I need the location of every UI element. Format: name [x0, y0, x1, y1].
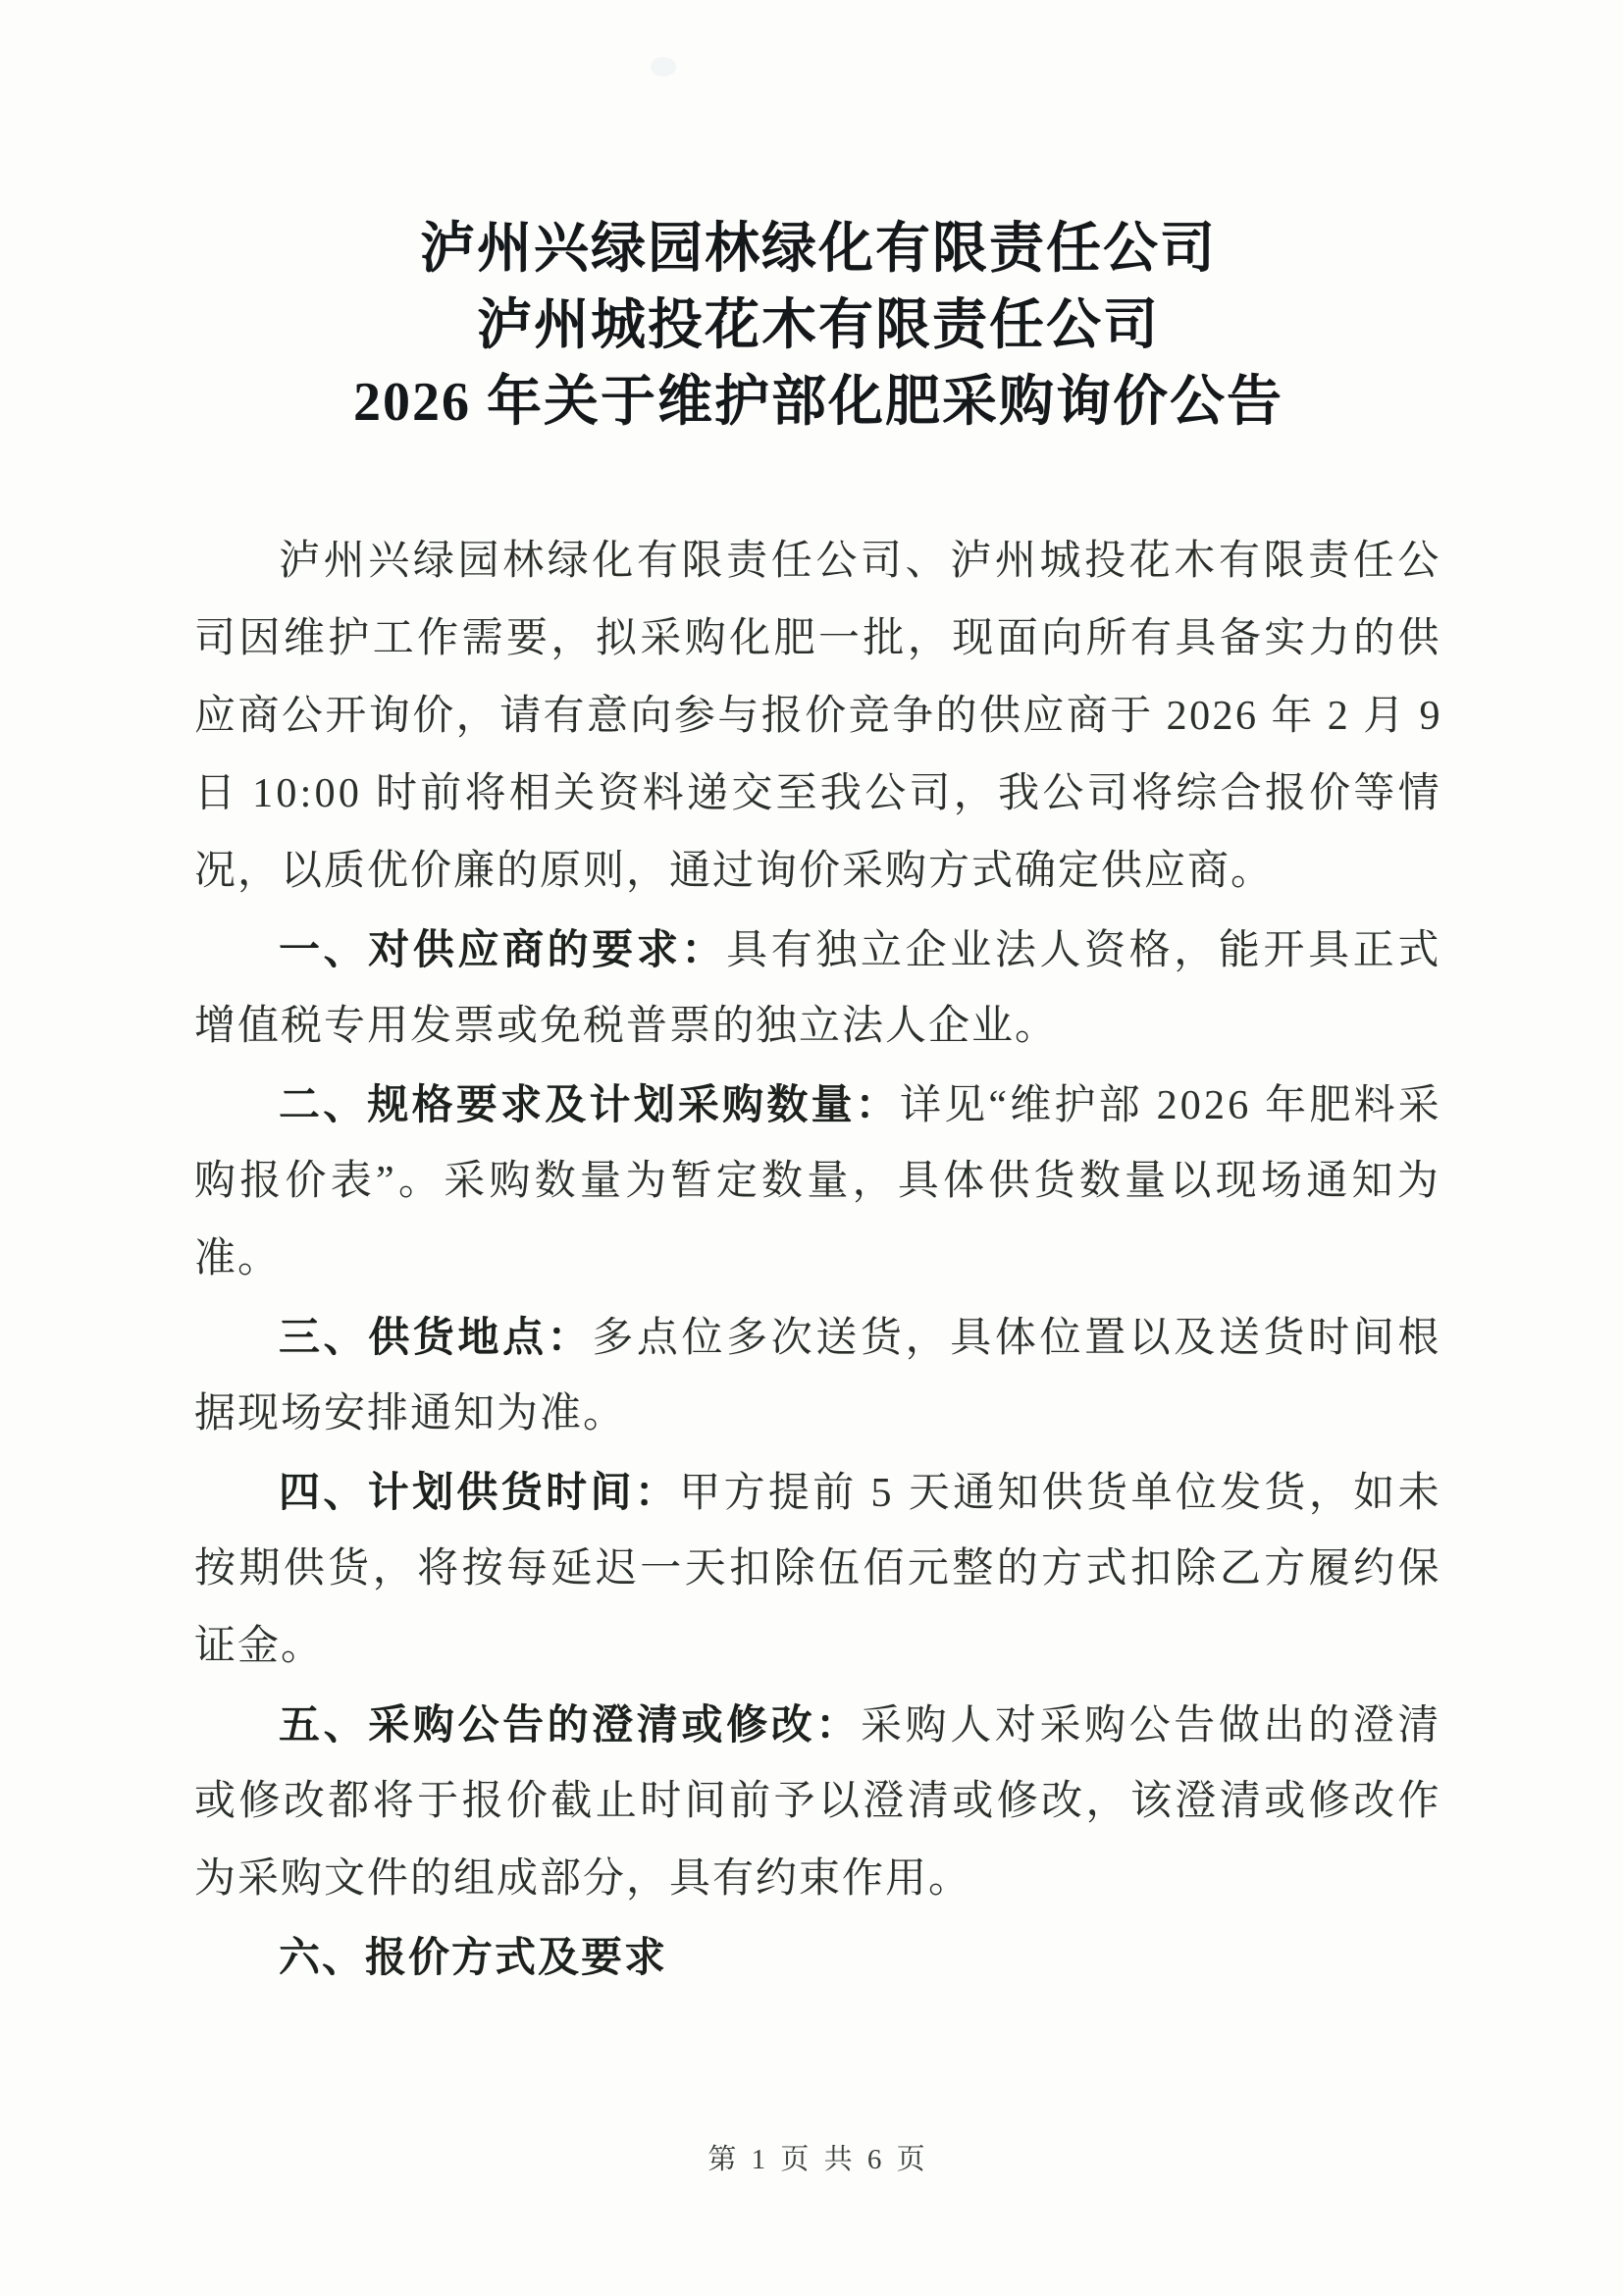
body-paragraph: [194, 1686, 1442, 1918]
section-heading: 三、供货地点：: [279, 1314, 593, 1360]
body-text-line: [194, 523, 1442, 600]
body-text: 购报价表”。采购数量为暂定数量，具体供货数量以现场通知为: [194, 1159, 1442, 1204]
scan-artifact: [651, 57, 676, 77]
body-text-line: [194, 911, 1442, 988]
body-paragraph: [194, 1453, 1442, 1686]
body-text: 或修改都将于报价截止时间前予以澄清或修改，该澄清或修改作: [194, 1779, 1442, 1824]
section-heading: 二、规格要求及计划采购数量：: [279, 1081, 900, 1127]
body-text: 司因维护工作需要，拟采购化肥一批，现面向所有具备实力的供: [194, 616, 1442, 661]
body-text-line: [194, 1221, 1442, 1298]
section-heading: 一、对供应商的要求：: [279, 926, 727, 972]
body-text-line: [194, 1763, 1442, 1841]
document-title: [194, 211, 1442, 441]
body-text: 证金。: [194, 1624, 325, 1669]
body-paragraph: [194, 1066, 1442, 1298]
section-heading: 六、报价方式及要求: [279, 1934, 668, 1980]
body-text-line: [194, 1918, 1442, 1996]
body-text: 多点位多次送货，具体位置以及送货时间根: [592, 1316, 1442, 1361]
body-text: 况，以质优价廉的原则，通过询价采购方式确定供应商。: [194, 849, 1275, 894]
body-text: 准。: [194, 1236, 282, 1281]
section-heading: 四、计划供货时间：: [279, 1469, 680, 1515]
page-number: 第 1 页 共 6 页: [707, 2144, 929, 2175]
body-text: 据现场安排通知为准。: [194, 1391, 627, 1436]
body-text-line: [194, 1531, 1442, 1608]
page-footer: [194, 2137, 1442, 2177]
body-paragraph: [194, 1298, 1442, 1453]
body-text-line: [194, 1686, 1442, 1763]
body-text-line: [194, 833, 1442, 911]
title-company-2: 泸州城投花木有限责任公司: [477, 295, 1160, 356]
body-text: 详见“维护部 2026 年肥料采: [899, 1083, 1442, 1128]
title-company-1: 泸州兴绿园林绿化有限责任公司: [420, 219, 1217, 280]
body-text-line: [194, 1066, 1442, 1143]
body-text-line: [194, 1453, 1442, 1531]
body-text-line: [194, 600, 1442, 678]
body-paragraph: [194, 523, 1442, 911]
body-text-line: [194, 988, 1442, 1066]
body-text-line: [194, 1841, 1442, 1918]
document-body: [194, 523, 1442, 1996]
body-text: 具有独立企业法人资格，能开具正式: [726, 928, 1442, 973]
title-announcement: 2026 年关于维护部化肥采购询价公告: [353, 372, 1283, 433]
body-paragraph: [194, 1918, 1442, 1996]
body-text-line: [194, 1143, 1442, 1221]
body-text-line: [194, 1376, 1442, 1453]
body-paragraph: [194, 911, 1442, 1066]
body-text: 应商公开询价，请有意向参与报价竞争的供应商于 2026 年 2 月 9: [194, 694, 1442, 739]
body-text-line: [194, 678, 1442, 756]
body-text-line: [194, 1298, 1442, 1376]
body-text: 按期供货，将按每延迟一天扣除伍佰元整的方式扣除乙方履约保: [194, 1546, 1442, 1592]
body-text-line: [194, 756, 1442, 833]
body-text: 日 10:00 时前将相关资料递交至我公司，我公司将综合报价等情: [194, 771, 1442, 816]
body-text: 为采购文件的组成部分，具有约束作用。: [194, 1856, 972, 1902]
body-text: 泸州兴绿园林绿化有限责任公司、泸州城投花木有限责任公: [279, 539, 1442, 584]
body-text: 甲方提前 5 天通知供货单位发货，如未: [679, 1471, 1442, 1516]
body-text: 增值税专用发票或免税普票的独立法人企业。: [194, 1004, 1059, 1049]
section-heading: 五、采购公告的澄清或修改：: [279, 1701, 861, 1748]
body-text-line: [194, 1608, 1442, 1686]
body-text: 采购人对采购公告做出的澄清: [861, 1703, 1442, 1748]
